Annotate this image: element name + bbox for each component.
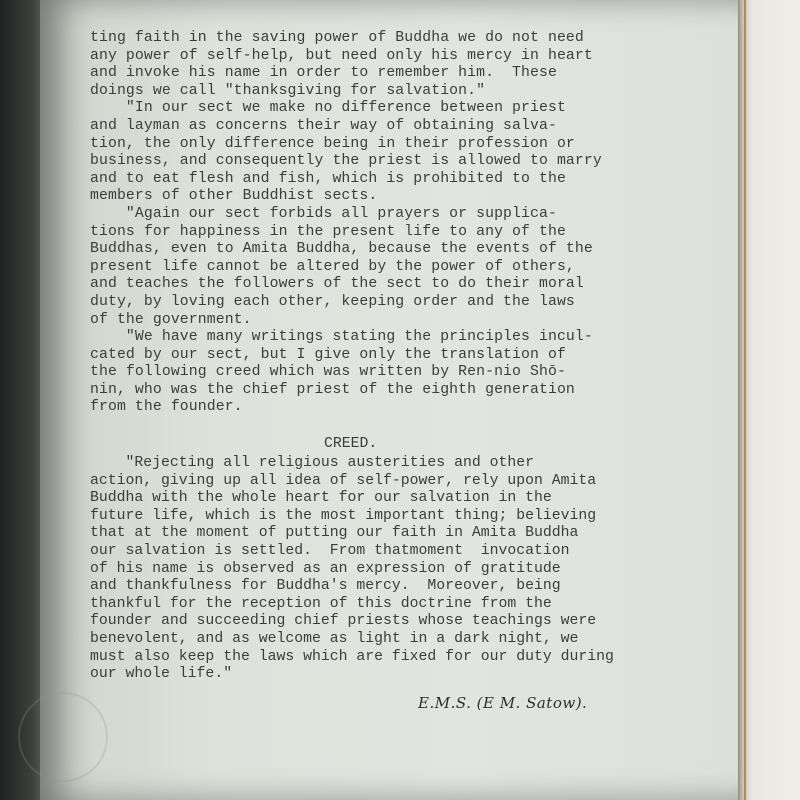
page-edge (738, 0, 800, 800)
text-line: and teaches the followers of the sect to do their moral (90, 276, 584, 293)
text-line: cated by our sect, but I give only the translation of (90, 346, 566, 363)
text-line: and to eat flesh and fish, which is prohibited to the (90, 170, 566, 187)
text-line: duty, by loving each other, keeping order and the laws (90, 293, 575, 310)
text-line: "We have many writings stating the principles incul- (90, 329, 593, 346)
text-line: business, and consequently the priest is allowed to marry (90, 153, 602, 170)
handwritten-signature: E.M.S. (E M. Satow). (418, 694, 588, 712)
creed-heading: CREED. (324, 436, 378, 452)
text-line: from the founder. (90, 399, 243, 416)
text-line: action, giving up all idea of self-power, rely upon Amita (90, 472, 597, 489)
body-paragraph-2 (90, 455, 730, 684)
page-edge-line (744, 0, 746, 800)
text-line: our whole life." (90, 666, 233, 683)
text-line: of his name is observed as an expression of gratitude (90, 560, 561, 577)
text-line: Buddha with the whole heart for our salvation in the (90, 490, 552, 507)
body-paragraph-1 (90, 30, 730, 417)
text-line: the following creed which was written by Ren-nio Shō- (90, 364, 566, 381)
text-line: founder and succeeding chief priests whose teachings were (90, 613, 597, 630)
text-line: our salvation is settled. From thatmoment invocation (90, 542, 570, 559)
text-line: present life cannot be altered by the power of others, (90, 258, 575, 275)
text-line: that at the moment of putting our faith in Amita Buddha (90, 525, 579, 542)
text-line: "Again our sect forbids all prayers or supplica- (90, 205, 557, 222)
text-line: Buddhas, even to Amita Buddha, because the events of the (90, 241, 593, 258)
text-line: tion, the only difference being in their profession or (90, 135, 575, 152)
text-line: must also keep the laws which are fixed for our duty during (90, 648, 614, 665)
text-line: of the government. (90, 311, 252, 328)
text-line: doings we call "thanksgiving for salvation." (90, 82, 486, 99)
text-line: and thankfulness for Buddha's mercy. Moreover, being (90, 578, 561, 595)
text-line: and invoke his name in order to remember him. These (90, 65, 557, 82)
text-line: thankful for the reception of this doctrine from the (90, 595, 552, 612)
text-line: "In our sect we make no difference between priest (90, 100, 566, 117)
text-line: and layman as concerns their way of obtaining salva- (90, 117, 557, 134)
text-line: any power of self-help, but need only his mercy in heart (90, 47, 593, 64)
text-line: tions for happiness in the present life to any of the (90, 223, 566, 240)
text-line: "Rejecting all religious austerities and other (90, 455, 534, 471)
text-line: future life, which is the most important thing; believing (90, 507, 597, 524)
text-line: members of other Buddhist sects. (90, 188, 378, 205)
text-line: nin, who was the chief priest of the eighth generation (90, 381, 575, 398)
text-line: benevolent, and as welcome as light in a dark night, we (90, 630, 579, 647)
text-line: ting faith in the saving power of Buddha we do not need (90, 30, 584, 46)
faint-stamp (18, 692, 108, 782)
